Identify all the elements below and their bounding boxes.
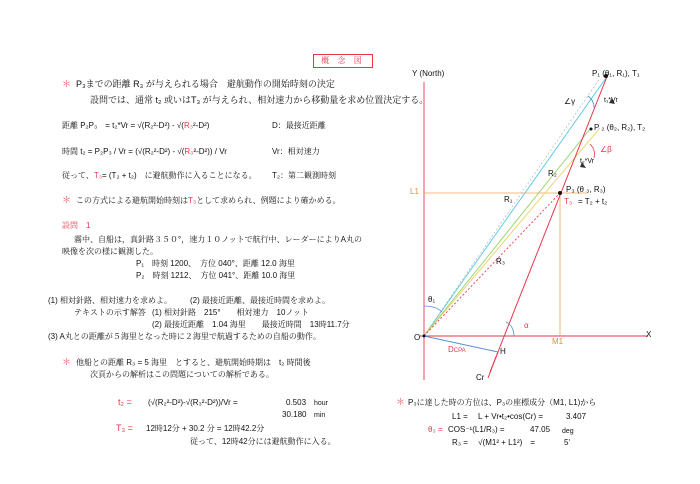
cr-extension xyxy=(488,352,498,378)
equation-time-end: ²-D²)) / Vr xyxy=(193,147,227,156)
question-2: (2) 最接近距離、最接近時間を求めよ。 xyxy=(190,296,330,305)
point-p3 xyxy=(558,191,562,195)
method-post: として求められ、例題により確かめる。 xyxy=(196,196,341,205)
given-line2: 次頁からの解析はこの問題についての解析である。 xyxy=(90,370,274,379)
equation-distance-r3: R₃ xyxy=(183,121,193,130)
intro-heading: P₃までの距離 R₃ が与えられる場合 避航動作の開始時刻の決定 xyxy=(76,79,335,89)
equation-t3-post: = (T₂ + t₂) に避航動作に入ることになる。 xyxy=(102,171,257,180)
M1-label: M1 xyxy=(552,337,564,346)
L1-value: 3.407 xyxy=(566,412,587,421)
t2-label: t₂ = xyxy=(118,397,132,407)
answer-1: (1) 相対針路 215° 相対速力 10ノット xyxy=(152,308,309,317)
gamma-label: ∠γ xyxy=(564,97,576,106)
hour-unit: hour xyxy=(314,400,329,407)
intro-description: 設問では、通常 t₂ 或いはT₃ が与えられ、相対速力から移動量を求め位置決定する。 xyxy=(90,95,429,105)
deg-unit: deg xyxy=(562,428,574,435)
question-1: (1) 相対針路、相対速力を求めよ。 xyxy=(48,296,172,305)
P2-label: P ₂ (θ₂, R₂), T₂ xyxy=(594,123,646,132)
Cr-label: Cr xyxy=(476,373,485,382)
line-o-p1-gray xyxy=(424,78,600,336)
method-pre: この方式による避航開始時刻は xyxy=(76,196,188,205)
relative-motion-line xyxy=(490,74,608,372)
equation-distance-text: 距離 P₂P₃ = t₂*Vr = √(R₂²-D²) - √( xyxy=(62,121,184,130)
R3-expression: R₃ = √(M1² + L1²) = xyxy=(452,438,535,447)
t1vr-label: t₁*Vr xyxy=(604,97,618,104)
R3-value: 5' xyxy=(564,438,570,447)
observation-p2: P₂ 時刻 1212、 方位 041°、距離 10.0 海里 xyxy=(136,271,296,280)
H-label: H xyxy=(500,347,506,356)
note-t2: T₂：第二観測時刻 xyxy=(272,171,336,180)
note-vr: Vr：相対速力 xyxy=(272,147,320,156)
T3-expression: = T₂ + t₂ xyxy=(578,197,608,206)
alpha-label: α xyxy=(524,321,529,330)
line-o-p3-dashed xyxy=(424,193,560,336)
given-star: ＊ xyxy=(62,357,72,367)
t2-minutes: 30.180 xyxy=(282,410,307,419)
line-o-p1-cyan xyxy=(424,78,606,336)
theta1-arc xyxy=(424,306,442,312)
min-unit: min xyxy=(314,412,326,419)
coord-star: ＊ xyxy=(396,397,406,407)
given-line1: 他船との距離 R₃ = 5 海里 とすると、避航開始時期は t₂ 時間後 xyxy=(76,358,311,367)
theta3-expression: COS⁻¹(L1/R₃) = xyxy=(448,425,505,434)
beta-label: ∠β xyxy=(600,145,612,154)
equation-time-text: 時間 t₂ = P₂P₃ / Vr = (√(R₂²-D²) - √( xyxy=(62,147,185,156)
dcpa-label xyxy=(448,346,466,354)
problem-label: 設問 1 xyxy=(62,221,91,230)
answer-2: (2) 最接近距離 1.04 海里 最接近時間 13時11.7分 xyxy=(152,320,350,329)
dcpa-subscript: CPA xyxy=(453,348,466,354)
problem-line1: 霧中、自船は，真針路３５０°，速力１０ノットで航行中、レーダーによりA丸の xyxy=(74,235,362,244)
L1-label: L1 xyxy=(410,187,419,196)
theta3-label: θ₃ = xyxy=(428,425,443,434)
y-axis-label: Y (North) xyxy=(412,69,445,78)
coord-heading: P₃に達した時の方位は、P₃の座標成分（M1, L1)から xyxy=(408,398,597,407)
T3-diagram-label: T₃ xyxy=(564,197,573,206)
intro-star: ＊ xyxy=(62,79,72,89)
P3-label: P₃ (θ ₃, R₃) xyxy=(566,185,606,194)
problem-line2: 映像を次の様に観測した。 xyxy=(62,247,158,256)
origin-label: O xyxy=(414,333,421,342)
beta-arc xyxy=(590,144,595,158)
equation-distance-end: ²-D²) xyxy=(193,121,210,130)
t2vr-label: t₂*Vr xyxy=(580,158,595,165)
theta3-value: 47.05 xyxy=(530,425,551,434)
T3-formula: 12時12分 + 30.2 分 = 12時42.2分 xyxy=(146,424,265,433)
method-red: T₃ xyxy=(188,196,197,205)
theta1-label: θ₁ xyxy=(428,295,436,304)
question-3: (3) A丸との距離が５海里となった時に２海里で航過するための自船の動作。 xyxy=(48,332,321,341)
line-o-p2-yellow xyxy=(424,128,600,336)
note-d: D：最接近距離 xyxy=(272,121,326,130)
P1-label: P₁ (θ₁, R₁), T₁ xyxy=(592,69,640,78)
line-o-p2-green xyxy=(424,129,590,336)
t2-formula: (√(R₂²-D²)-√(R₃²-D²))/Vr = xyxy=(148,398,238,407)
L1-expression: L1 = L + Vr•t₂•cos(Cr) = xyxy=(452,412,544,421)
method-star: ＊ xyxy=(62,195,72,205)
point-p2 xyxy=(590,128,593,131)
x-axis-label: X xyxy=(646,330,652,339)
R1-label: R₁ xyxy=(504,195,513,204)
equation-t3-pre: 従って、 xyxy=(62,171,94,180)
page-title: 概 念 図 xyxy=(313,54,373,68)
answer-label: テキストの示す解答 xyxy=(74,308,146,317)
dcpa-letter: D xyxy=(448,345,454,354)
R2-label: R₂ xyxy=(548,169,557,178)
R3-diagram-label: R₃ xyxy=(496,257,506,266)
t2-hours: 0.503 xyxy=(286,398,307,407)
observation-p1: P₁ 時刻 1200、 方位 040°、距離 12.0 海里 xyxy=(136,259,295,268)
conclusion: 従って、12時42分には避航動作に入る。 xyxy=(190,437,336,446)
equation-t3-red: T₃ xyxy=(93,171,102,180)
equation-time-r3: R₃ xyxy=(184,147,194,156)
point-o xyxy=(423,335,426,338)
T3-label: T₃ = xyxy=(116,423,133,433)
